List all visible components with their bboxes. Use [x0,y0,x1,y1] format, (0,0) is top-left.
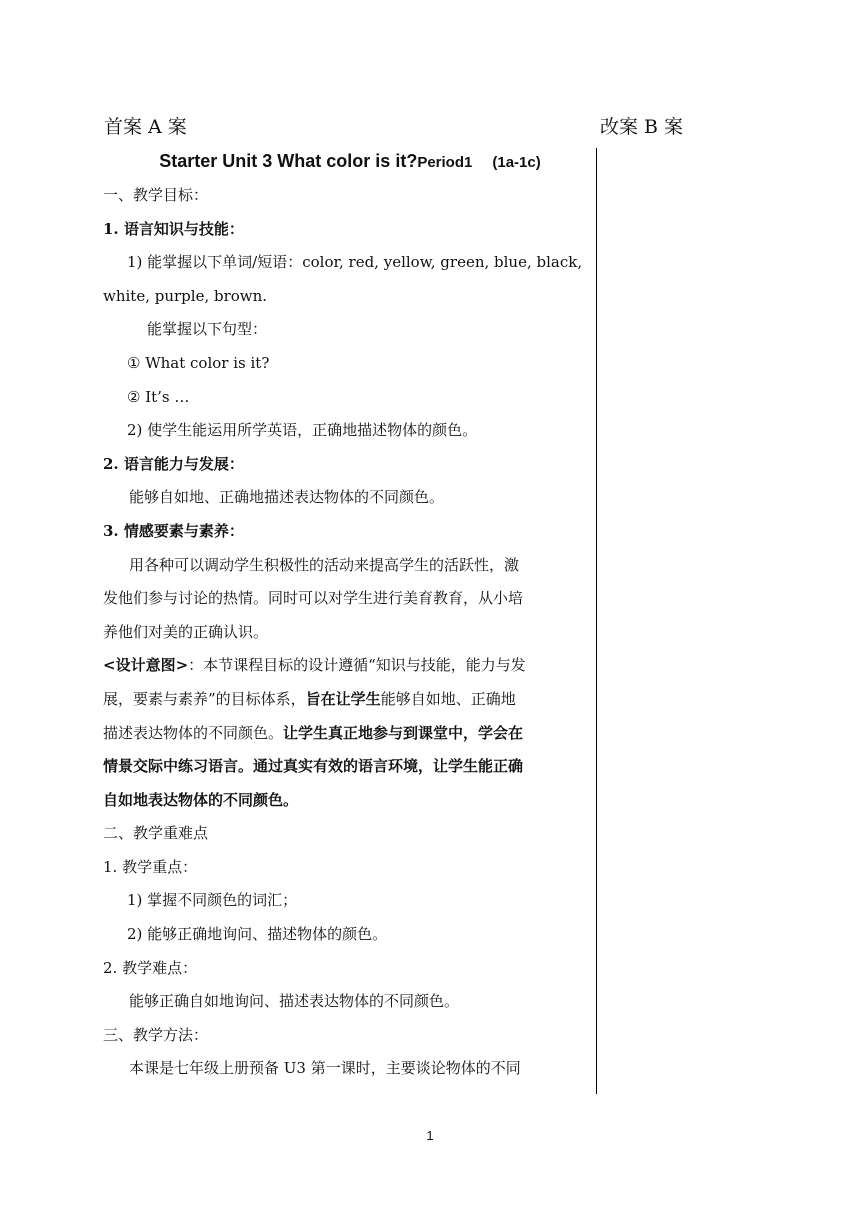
title-range: (1a-1c) [492,154,541,171]
subsection-heading: 2. 语言能力与发展： [103,454,244,473]
text-line: ② It’s … [127,387,190,406]
design-intent-line: 情景交际中练习语言。通过真实有效的语言环境，让学生能正确 [103,757,524,776]
design-intent-line [103,717,589,751]
text-line: 2) 使学生能运用所学英语，正确地描述物体的颜色。 [127,421,478,440]
design-intent-line [103,649,589,683]
page-number: 1 [426,1128,434,1143]
text-span-bold: 旨在让学生 [305,689,381,708]
title-period: Period1 [417,154,473,171]
design-intent-line: 自如地表达物体的不同颜色。 [103,790,299,809]
lesson-plan-body [103,143,589,1086]
text-line: 能掌握以下句型： [147,320,268,339]
text-line: 1) 能掌握以下单词/短语：color, red, yellow, green, blue, black, [127,253,583,272]
header-right-label: 改案 B 案 [600,116,684,138]
design-intent-label: <设计意图> [103,656,189,675]
text-line: 1) 掌握不同颜色的词汇； [127,891,298,910]
title-main: Starter Unit 3 What color is it? [159,151,418,171]
subsection-heading: 1. 语言知识与技能： [103,219,244,238]
design-intent-line [103,683,589,717]
text-line: 2) 能够正确地询问、描述物体的颜色。 [127,925,388,944]
page-title [111,143,589,179]
text-line: 本课是七年级上册预备 U3 第一课时，主要谈论物体的不同 [129,1059,521,1078]
subsection-heading: 1. 教学重点： [103,857,198,876]
text-line: 用各种可以调动学生积极性的活动来提高学生的活跃性，激 [129,555,520,574]
text-line: white, purple, brown. [103,286,268,305]
text-line: 能够正确自如地询问、描述表达物体的不同颜色。 [129,992,460,1011]
text-line: 养他们对美的正确认识。 [103,622,269,641]
subsection-heading: 2. 教学难点： [103,958,198,977]
text-span: 能够自如地、正确地 [380,689,516,708]
column-divider [596,148,597,1094]
text-line: ① What color is it? [127,353,270,372]
header-left-label: 首案 A 案 [104,116,187,138]
text-span-bold: 让学生真正地参与到课堂中，学会在 [283,723,524,742]
section-heading: 三、教学方法： [103,1025,209,1044]
text-line: 发他们参与讨论的热情。同时可以对学生进行美育教育，从小培 [103,589,524,608]
text-span: ：本节课程目标的设计遵循“知识与技能，能力与发 [188,656,526,675]
text-span: 展，要素与素养”的目标体系， [103,689,306,708]
section-heading: 一、教学目标： [103,186,209,204]
subsection-heading: 3. 情感要素与素养： [103,521,244,540]
text-span: 描述表达物体的不同颜色。 [103,723,284,742]
section-heading: 二、教学重难点 [103,824,209,843]
text-line: 能够自如地、正确地描述表达物体的不同颜色。 [129,488,445,507]
